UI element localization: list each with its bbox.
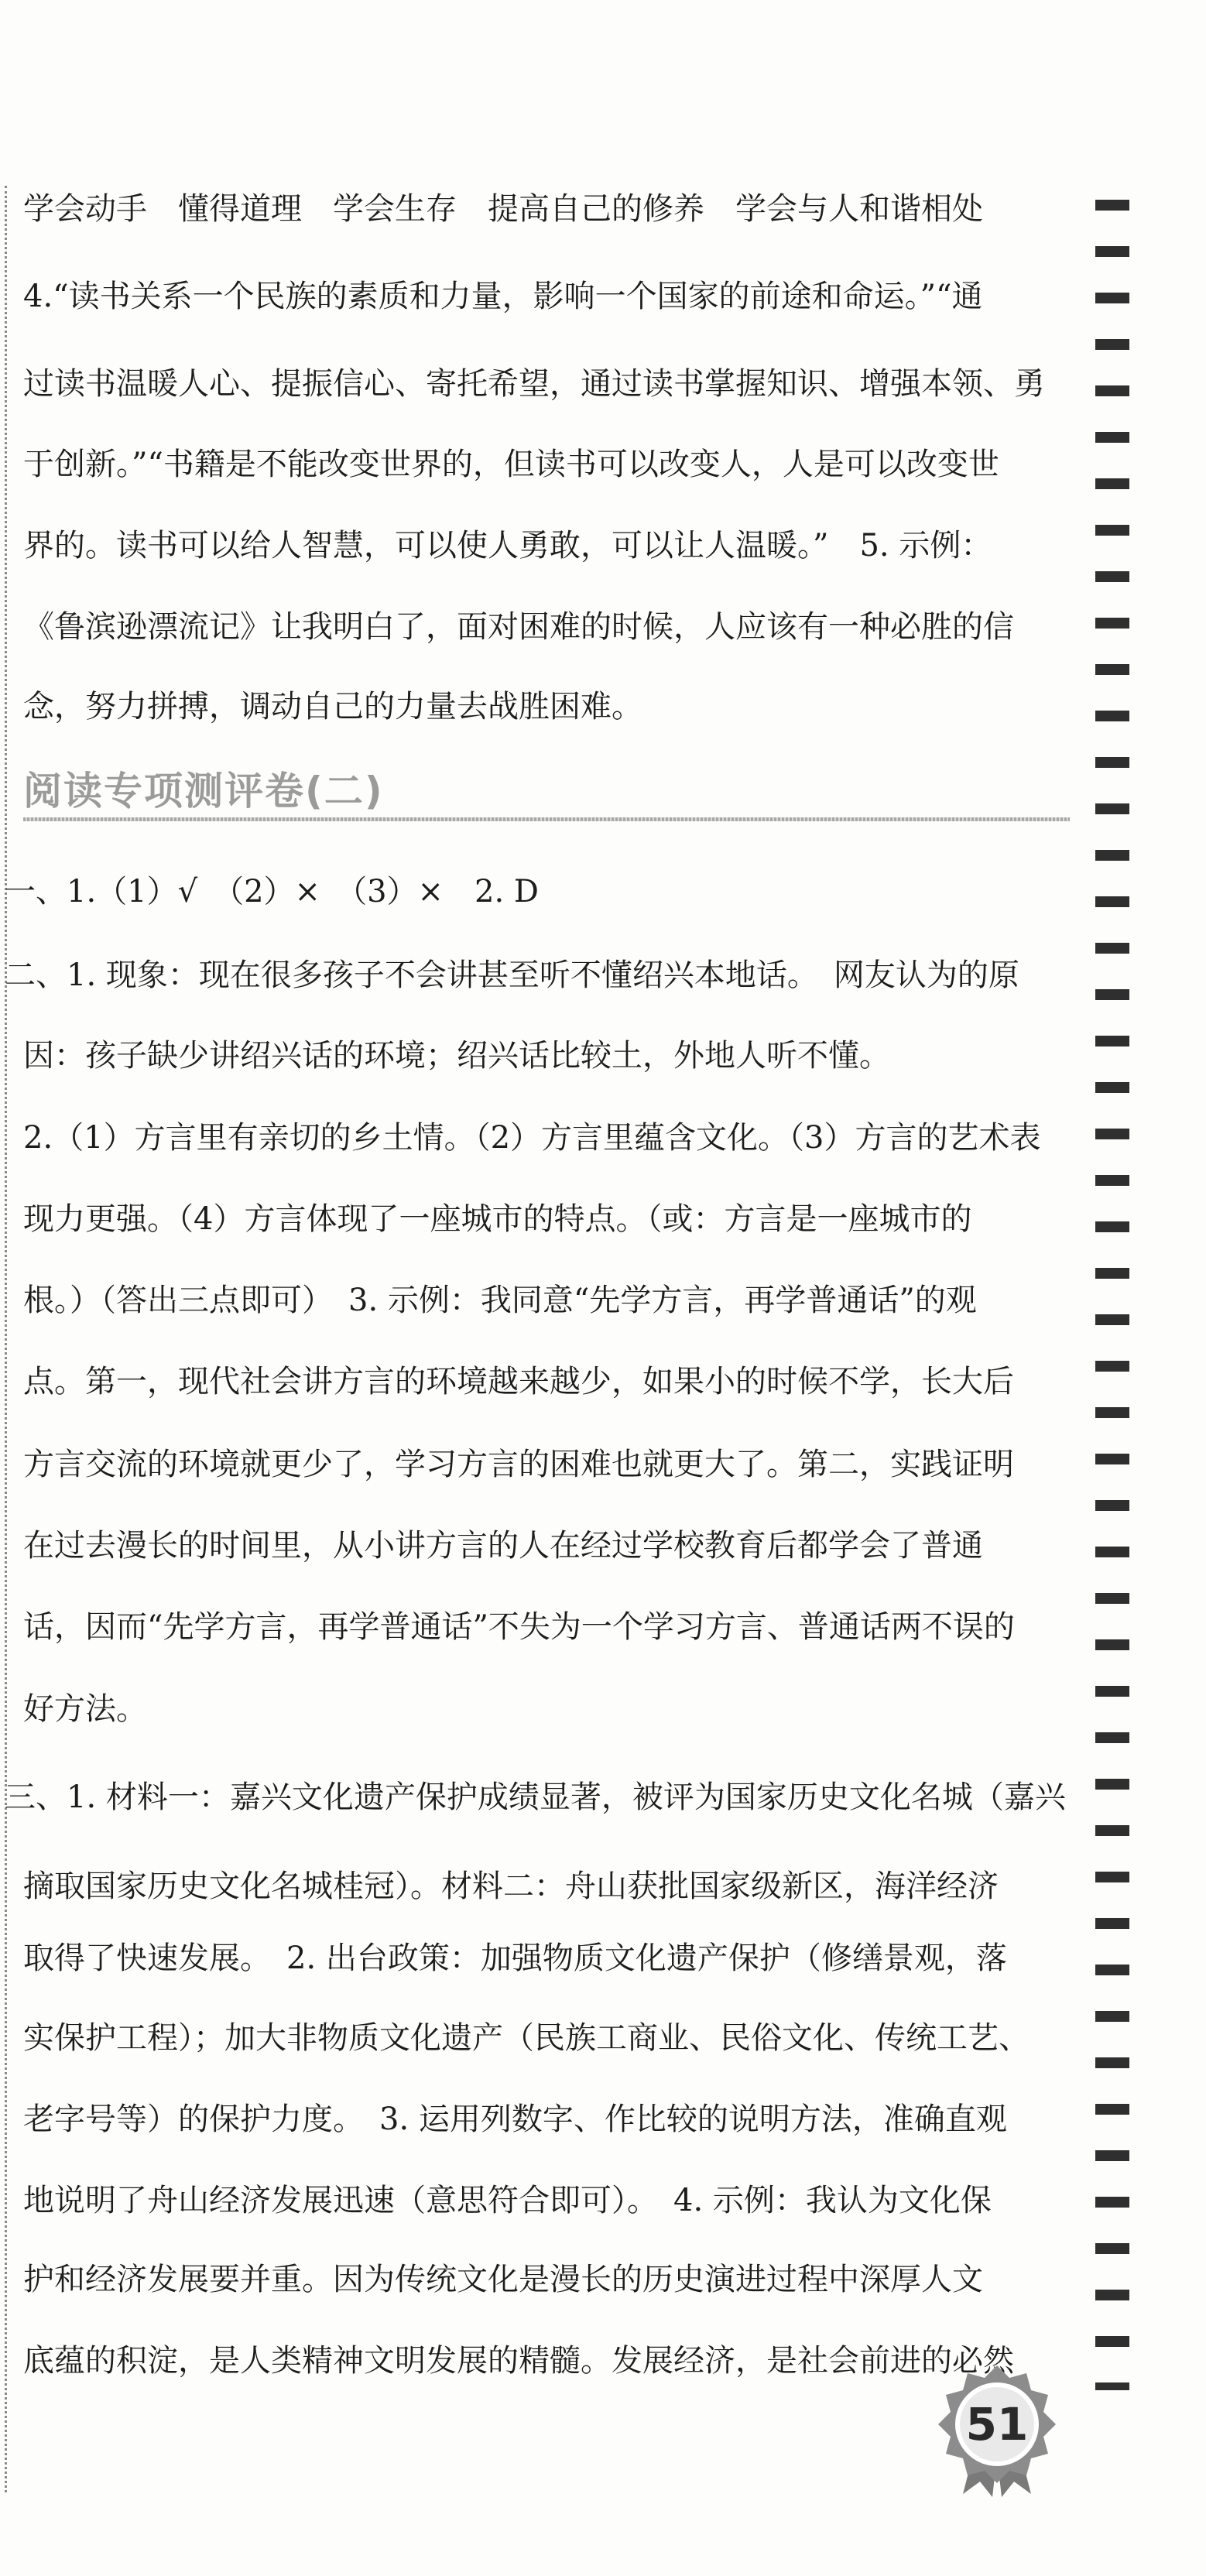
- text-line: 2.（1）方言里有亲切的乡土情。（2）方言里蕴含文化。（3）方言的艺术表: [23, 1120, 1041, 1156]
- text-line: 在过去漫长的时间里，从小讲方言的人在经过学校教育后都学会了普通: [23, 1528, 983, 1564]
- text-line: 摘取国家历史文化名城桂冠）。材料二：舟山获批国家级新区，海洋经济: [23, 1869, 999, 1904]
- text-line: 因：孩子缺少讲绍兴话的环境；绍兴话比较土，外地人听不懂。: [23, 1038, 890, 1074]
- section-title: 阅读专项测评卷(二): [23, 769, 384, 814]
- text-line: 底蕴的积淀，是人类精神文明发展的精髓。发展经济，是社会前进的必然: [23, 2343, 1014, 2379]
- text-line: 过读书温暖人心、提振信心、寄托希望，通过读书掌握知识、增强本领、勇: [23, 366, 1045, 402]
- text-line: 根。）（答出三点即可） 3. 示例：我同意“先学方言，再学普通话”的观: [23, 1283, 977, 1318]
- text-line: 一、1.（1）√ （2）× （3）× 2. D: [5, 874, 539, 909]
- text-line: 地说明了舟山经济发展迅速（意思符合即可）。 4. 示例：我认为文化保: [23, 2183, 992, 2218]
- text-line: 于创新。”“书籍是不能改变世界的，但读书可以改变人，人是可以改变世: [23, 447, 999, 482]
- text-line: 二、1. 现象：现在很多孩子不会讲甚至听不懂绍兴本地话。 网友认为的原: [5, 957, 1019, 993]
- text-line: 念，努力拼搏，调动自己的力量去战胜困难。: [23, 689, 642, 724]
- margin-tick-strip: [1095, 200, 1129, 2390]
- text-line: 方言交流的环境就更少了，学习方言的困难也就更大了。第二，实践证明: [23, 1447, 1014, 1482]
- text-line: 界的。读书可以给人智慧，可以使人勇敢，可以让人温暖。” 5. 示例：: [23, 528, 992, 564]
- page-number: 51: [965, 2398, 1029, 2451]
- section-divider: [23, 817, 1070, 821]
- text-line: 好方法。: [23, 1691, 147, 1727]
- text-line: 现力更强。（4）方言体现了一座城市的特点。（或：方言是一座城市的: [23, 1201, 972, 1237]
- text-line: 话，因而“先学方言，再学普通话”不失为一个学习方言、普通话两不误的: [23, 1609, 1015, 1645]
- text-line: 点。第一，现代社会讲方言的环境越来越少，如果小的时候不学，长大后: [23, 1364, 1014, 1399]
- text-line: 老字号等）的保护力度。 3. 运用列数字、作比较的说明方法，准确直观: [23, 2102, 1007, 2137]
- text-line: 护和经济发展要并重。因为传统文化是漫长的历史演进过程中深厚人文: [23, 2262, 983, 2297]
- text-line: 三、1. 材料一：嘉兴文化遗产保护成绩显著，被评为国家历史文化名城（嘉兴: [5, 1780, 1066, 1815]
- text-line: 4.“读书关系一个民族的素质和力量，影响一个国家的前途和命运。”“通: [23, 279, 983, 314]
- cut-dotted-line: [5, 186, 7, 2492]
- text-line: 《鲁滨逊漂流记》让我明白了，面对困难的时候，人应该有一种必胜的信: [23, 609, 1014, 645]
- page-number-badge: [929, 2361, 1065, 2497]
- text-line: 取得了快速发展。 2. 出台政策：加强物质文化遗产保护（修缮景观，落: [23, 1941, 1007, 1976]
- text-line: 实保护工程）；加大非物质文化遗产（民族工商业、民俗文化、传统工艺、: [23, 2020, 1030, 2056]
- text-line: 学会动手 懂得道理 学会生存 提高自己的修养 学会与人和谐相处: [23, 191, 983, 227]
